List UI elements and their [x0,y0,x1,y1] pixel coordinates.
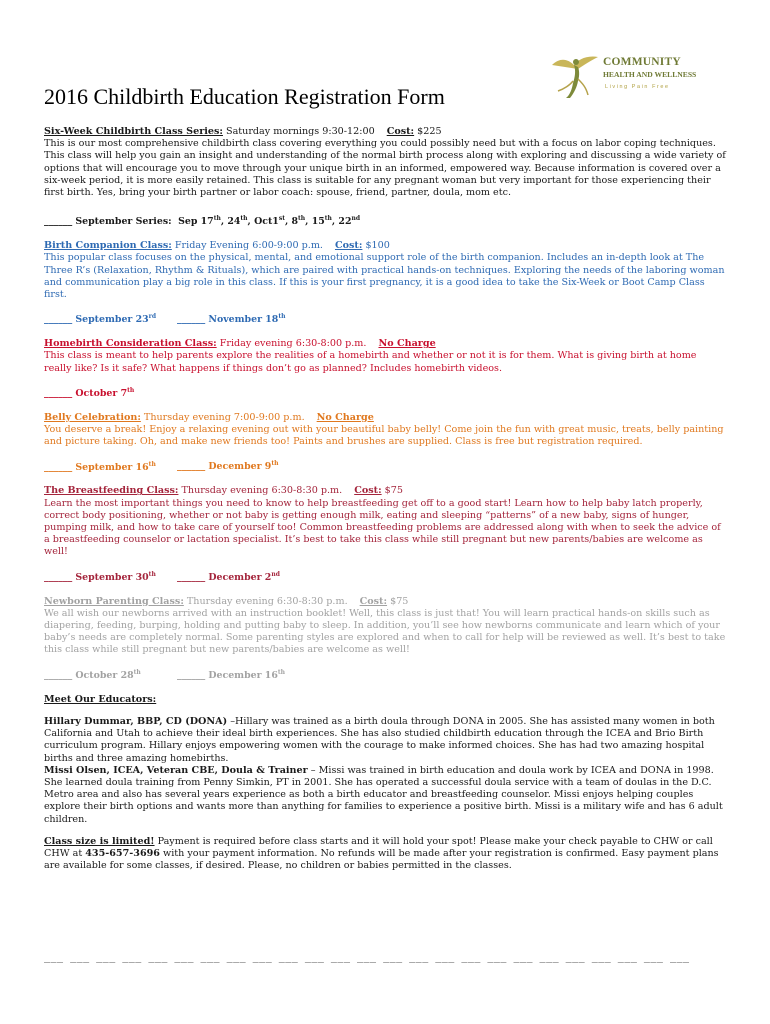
newborn-cost-label: Cost: [359,595,388,607]
signature-line[interactable]: ___ ___ ___ ___ ___ ___ ___ ___ ___ ___ ___ ___ ___ ___ ___ ___ ___ ___ ___ ___ ___ ___ ___ ___ ___ [44,952,690,963]
breastfeeding-date-2[interactable]: ______ December 2nd [177,570,280,583]
companion-cost: $100 [362,240,390,252]
homebirth-time: Friday evening 6:30-8:00 p.m. [216,338,367,350]
belly-date-1[interactable]: ______ September 16th [44,460,156,473]
newborn-dates [44,667,726,680]
homebirth-cost: No Charge [378,338,436,350]
homebirth-description: This class is meant to help parents explore the realities of a homebirth and whether or not it is for them. What is giving birth at home really like? Is it safe? What happens if things don’t go as planned? Includes homebirth videos. [44,350,697,374]
breastfeeding-heading: The Breastfeeding Class: [44,485,179,497]
hillary-bio [44,716,726,765]
six-week-header [44,126,726,138]
page-title: 2016 Childbirth Education Registration Form [44,84,445,109]
companion-cost-label: Cost: [334,240,363,252]
homebirth-dates [44,385,726,398]
educators-heading: Meet Our Educators: [44,693,157,705]
companion-time: Friday Evening 6:00-9:00 p.m. [171,240,323,252]
dancing-figure-icon [548,51,602,99]
six-week-time: Saturday mornings 9:30-12:00 [222,126,375,137]
breastfeeding-cost-label: Cost: [354,485,382,497]
newborn-heading: Newborn Parenting Class: [44,595,184,607]
missi-bio [44,765,726,826]
homebirth-date-1[interactable]: ______ October 7th [44,386,135,399]
payment-text-2: with your payment information. No refunds will be made after your registration is confirmed. Easy payment plans are available for some classes, if desired. Please, no children or babies permitted in the classes. [44,847,719,872]
phone-number[interactable]: 435-657-3696 [85,847,160,859]
six-week-heading: Six-Week Childbirth Class Series: [44,126,223,137]
breastfeeding-description: Learn the most important things you need to know to help breastfeeding get off to a good start! Learn how to help baby latch properly, correct body positioning, whether or not baby is getting enough milk, eating and sleeping “patterns” of a new baby, signs of hunger, pumping milk, and how to take care of yourself too! Common breastfeeding problems are addressed along with when to seek the advice of a breastfeeding counselor or lactation specialist. It’s best to take this class while still pregnant but new parents/babies are welcome as well! [44,497,721,558]
missi-name: Missi Olsen, ICEA, Veteran CBE, Doula & Trainer [44,764,308,776]
belly-heading: Belly Celebration: [44,411,141,423]
breastfeeding-time: Thursday evening 6:30-8:30 p.m. [178,485,343,497]
newborn-date-2[interactable]: ______ December 16th [177,668,285,681]
homebirth-header [44,338,726,350]
belly-cost: No Charge [316,411,374,423]
limited-heading: Class size is limited! [44,835,155,847]
community-health-logo [548,51,698,99]
companion-description: This popular class focuses on the physical, mental, and emotional support role of the birth companion. Includes an in-depth look at The Three R’s (Relaxation, Rhythm & Rituals), which are paired with practical hands-on techniques. Exploring the needs of the laboring woman and communication play a big role in this class. If this is your first pregnancy, it is a good idea to take the Six-Week or Boot Camp Class first. [44,252,725,301]
belly-header [44,412,726,424]
breastfeeding-header [44,485,726,497]
newborn-description: We all wish our newborns arrived with an instruction booklet! Well, this class is just that! You will learn practical hands-on skills such as diapering, feeding, burping, holding and putting baby to sleep. In addition, you’ll see how newborns communicate and learn which of your baby’s needs are completely normal. Some parenting styles are explored and when to call for help will be reviewed as well. It’s best to take this class while still pregnant but new parents/babies are welcome as well! [44,607,726,656]
newborn-time: Thursday evening 6:30-8:30 p.m. [183,595,348,607]
companion-dates [44,311,726,324]
breastfeeding-date-1[interactable]: ______ September 30th [44,570,156,583]
form-content [44,126,726,872]
six-week-registration[interactable]: ______ September Series: Sep 17th, 24th, Oct1st, 8th, 15th, 22nd [44,215,361,228]
logo-line1: COMMUNITY [603,56,681,68]
hillary-bio-text: –Hillary was trained as a birth doula through DONA in 2005. She has assisted many women in both California and Utah to achieve their ideal birth experiences. She has also studied childbirth education through the ICEA and Brio Birth curriculum program. Hillary enjoys empowering women with the courage to make informed choices. She has had two amazing hospital births and three amazing homebirths. [44,715,715,764]
payment-info [44,836,726,873]
belly-date-2[interactable]: ______ December 9th [177,460,279,473]
logo-tagline: Living Pain Free [605,84,670,90]
newborn-header [44,596,726,608]
six-week-cost-label: Cost: [386,126,415,137]
companion-date-2[interactable]: ______ November 18th [177,313,286,326]
payment-text-1: Payment is required before class starts and it will hold your spot! Please make your check payable to CHW or call CHW at [44,835,713,859]
six-week-cost: $225 [414,126,442,137]
belly-time: Thursday evening 7:00-9:00 p.m. [140,411,305,423]
six-week-description: This is our most comprehensive childbirth class covering everything you could possibly need but with a focus on labor coping techniques. This class will help you gain an insight and understanding of the normal birth process along with exploring and discussing a wide variety of options that will encourage you to move through your unique birth in an informed, empowered way. Because information is covered over a six-week period, it is more easily retained. This class is suitable for any pregnant woman but very important for those experiencing their first birth. Yes, bring your birth partner or labor coach: spouse, friend, partner, doula, mom etc. [44,138,726,199]
belly-description: You deserve a break! Enjoy a relaxing evening out with your beautiful baby belly! Come join the fun with great music, treats, belly painting and picture taking. Oh, and make new friends too! Paints and brushes are supplied. Class is free but registration required. [44,424,724,448]
newborn-cost: $75 [387,595,409,607]
companion-header [44,240,726,252]
homebirth-heading: Homebirth Consideration Class: [44,338,217,350]
companion-heading: Birth Companion Class: [44,240,172,252]
belly-dates [44,458,726,471]
hillary-name: Hillary Dummar, BBP, CD (DONA) [44,715,228,727]
companion-date-1[interactable]: ______ September 23rd [44,313,157,326]
newborn-date-1[interactable]: ______ October 28th [44,668,141,681]
breastfeeding-cost: $75 [381,485,403,497]
breastfeeding-dates [44,569,726,582]
logo-line2: HEALTH AND WELLNESS [603,70,697,79]
missi-bio-text: – Missi was trained in birth education and doula work by ICEA and DONA in 1998. She learned doula training from Penny Simkin, PT in 2001. She has operated a successful doula service with a team of doulas in the D.C. Metro area and also has several years experience as both a birth educator and breastfeeding counselor. Missi enjoys helping couples explore their birth options and wants more than anything for families to experience a positive birth. Missi is a military wife and has 6 adult children. [44,764,723,825]
